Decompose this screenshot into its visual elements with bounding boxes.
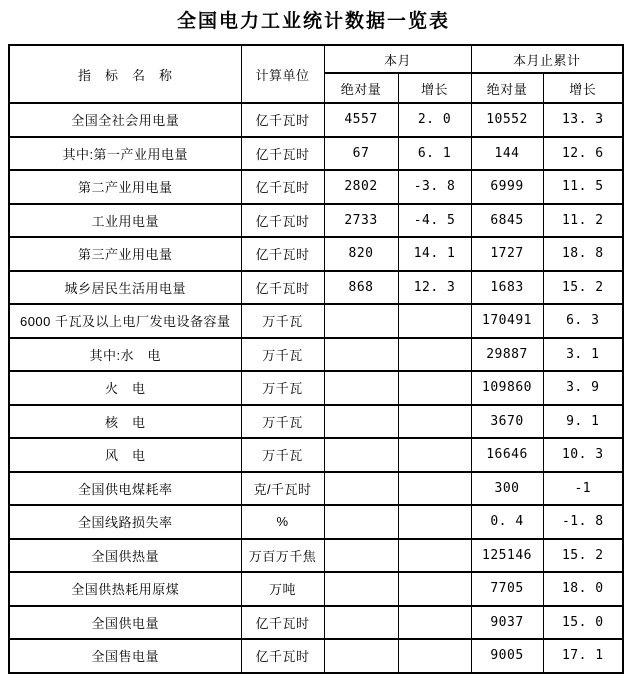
table-row [9,170,623,204]
month-absolute-cell [324,338,398,372]
indicator-cell: 全国供热耗用原煤 [9,572,241,606]
indicator-cell: 全国供电量 [9,606,241,640]
month-absolute-cell [324,405,398,439]
month-absolute-cell: 820 [324,237,398,271]
statistics-table [8,44,624,674]
cumulative-absolute-cell: 29887 [471,338,543,372]
indicator-cell: 城乡居民生活用电量 [9,271,241,305]
table-row [9,103,623,137]
unit-cell: 万千瓦 [241,438,324,472]
month-absolute-cell [324,505,398,539]
unit-cell: 亿千瓦时 [241,271,324,305]
unit-cell: 克/千瓦时 [241,472,324,506]
month-absolute-cell [324,606,398,640]
cumulative-absolute-cell: 3670 [471,405,543,439]
cumulative-absolute-cell: 109860 [471,371,543,405]
cumulative-growth-cell: 6. 3 [543,304,623,338]
col-header-month-absolute: 绝对量 [324,73,398,103]
cumulative-absolute-cell: 6999 [471,170,543,204]
month-absolute-cell [324,572,398,606]
unit-cell: 亿千瓦时 [241,639,324,673]
table-row [9,472,623,506]
month-growth-cell [398,472,471,506]
col-header-cumulative: 本月止累计 [471,45,623,73]
table-row [9,539,623,573]
cumulative-growth-cell: -1 [543,472,623,506]
month-growth-cell: 14. 1 [398,237,471,271]
indicator-cell: 第二产业用电量 [9,170,241,204]
col-header-current-month: 本月 [324,45,471,73]
header-row-1 [9,45,623,73]
month-growth-cell: -4. 5 [398,204,471,238]
month-absolute-cell [324,539,398,573]
unit-cell: 万千瓦 [241,304,324,338]
cumulative-growth-cell: -1. 8 [543,505,623,539]
indicator-cell: 全国全社会用电量 [9,103,241,137]
unit-cell: 亿千瓦时 [241,237,324,271]
cumulative-absolute-cell: 1683 [471,271,543,305]
col-header-indicator-name: 指 标 名 称 [9,45,241,103]
month-growth-cell [398,639,471,673]
indicator-cell: 其中:水 电 [9,338,241,372]
month-growth-cell [398,539,471,573]
month-growth-cell: -3. 8 [398,170,471,204]
cumulative-growth-cell: 3. 9 [543,371,623,405]
cumulative-absolute-cell: 0. 4 [471,505,543,539]
indicator-cell: 全国供电煤耗率 [9,472,241,506]
month-absolute-cell: 67 [324,137,398,171]
unit-cell: 万千瓦 [241,371,324,405]
unit-cell: 亿千瓦时 [241,137,324,171]
cumulative-growth-cell: 10. 3 [543,438,623,472]
unit-cell: % [241,505,324,539]
col-header-unit: 计算单位 [241,45,324,103]
cumulative-absolute-cell: 6845 [471,204,543,238]
month-absolute-cell: 4557 [324,103,398,137]
month-growth-cell: 2. 0 [398,103,471,137]
month-absolute-cell [324,371,398,405]
cumulative-growth-cell: 9. 1 [543,405,623,439]
unit-cell: 亿千瓦时 [241,103,324,137]
cumulative-absolute-cell: 300 [471,472,543,506]
table-row [9,137,623,171]
unit-cell: 亿千瓦时 [241,606,324,640]
cumulative-growth-cell: 12. 6 [543,137,623,171]
indicator-cell: 6000 千瓦及以上电厂发电设备容量 [9,304,241,338]
month-growth-cell [398,606,471,640]
cumulative-growth-cell: 11. 5 [543,170,623,204]
unit-cell: 亿千瓦时 [241,204,324,238]
table-row [9,606,623,640]
unit-cell: 万千瓦 [241,338,324,372]
indicator-cell: 工业用电量 [9,204,241,238]
month-growth-cell [398,505,471,539]
month-absolute-cell: 2802 [324,170,398,204]
cumulative-absolute-cell: 125146 [471,539,543,573]
table-row [9,572,623,606]
cumulative-absolute-cell: 7705 [471,572,543,606]
cumulative-growth-cell: 15. 2 [543,539,623,573]
cumulative-absolute-cell: 10552 [471,103,543,137]
col-header-cumulative-absolute: 绝对量 [471,73,543,103]
page-title: 全国电力工业统计数据一览表 [176,11,450,32]
month-absolute-cell: 2733 [324,204,398,238]
col-header-cumulative-growth: 增长 [543,73,623,103]
unit-cell: 万百万千焦 [241,539,324,573]
table-row [9,405,623,439]
cumulative-growth-cell: 15. 0 [543,606,623,640]
unit-cell: 万千瓦 [241,405,324,439]
table-row [9,271,623,305]
month-growth-cell: 6. 1 [398,137,471,171]
month-absolute-cell [324,639,398,673]
month-growth-cell [398,304,471,338]
table-row [9,338,623,372]
indicator-cell: 火 电 [9,371,241,405]
unit-cell: 万吨 [241,572,324,606]
indicator-cell: 全国供热量 [9,539,241,573]
cumulative-growth-cell: 11. 2 [543,204,623,238]
cumulative-growth-cell: 3. 1 [543,338,623,372]
indicator-cell: 核 电 [9,405,241,439]
cumulative-absolute-cell: 1727 [471,237,543,271]
cumulative-absolute-cell: 9005 [471,639,543,673]
indicator-cell: 第三产业用电量 [9,237,241,271]
table-row [9,639,623,673]
table-row [9,371,623,405]
cumulative-absolute-cell: 144 [471,137,543,171]
cumulative-absolute-cell: 16646 [471,438,543,472]
cumulative-absolute-cell: 9037 [471,606,543,640]
month-absolute-cell [324,472,398,506]
indicator-cell: 风 电 [9,438,241,472]
month-growth-cell [398,371,471,405]
table-row [9,505,623,539]
month-absolute-cell [324,438,398,472]
col-header-month-growth: 增长 [398,73,471,103]
month-growth-cell [398,438,471,472]
table-row [9,438,623,472]
cumulative-absolute-cell: 170491 [471,304,543,338]
indicator-cell: 其中:第一产业用电量 [9,137,241,171]
month-growth-cell: 12. 3 [398,271,471,305]
month-absolute-cell [324,304,398,338]
table-row [9,204,623,238]
month-growth-cell [398,338,471,372]
unit-cell: 亿千瓦时 [241,170,324,204]
cumulative-growth-cell: 17. 1 [543,639,623,673]
indicator-cell: 全国售电量 [9,639,241,673]
indicator-cell: 全国线路损失率 [9,505,241,539]
month-absolute-cell: 868 [324,271,398,305]
cumulative-growth-cell: 18. 8 [543,237,623,271]
table-row [9,237,623,271]
cumulative-growth-cell: 13. 3 [543,103,623,137]
month-growth-cell [398,405,471,439]
table-row [9,304,623,338]
month-growth-cell [398,572,471,606]
cumulative-growth-cell: 15. 2 [543,271,623,305]
cumulative-growth-cell: 18. 0 [543,572,623,606]
